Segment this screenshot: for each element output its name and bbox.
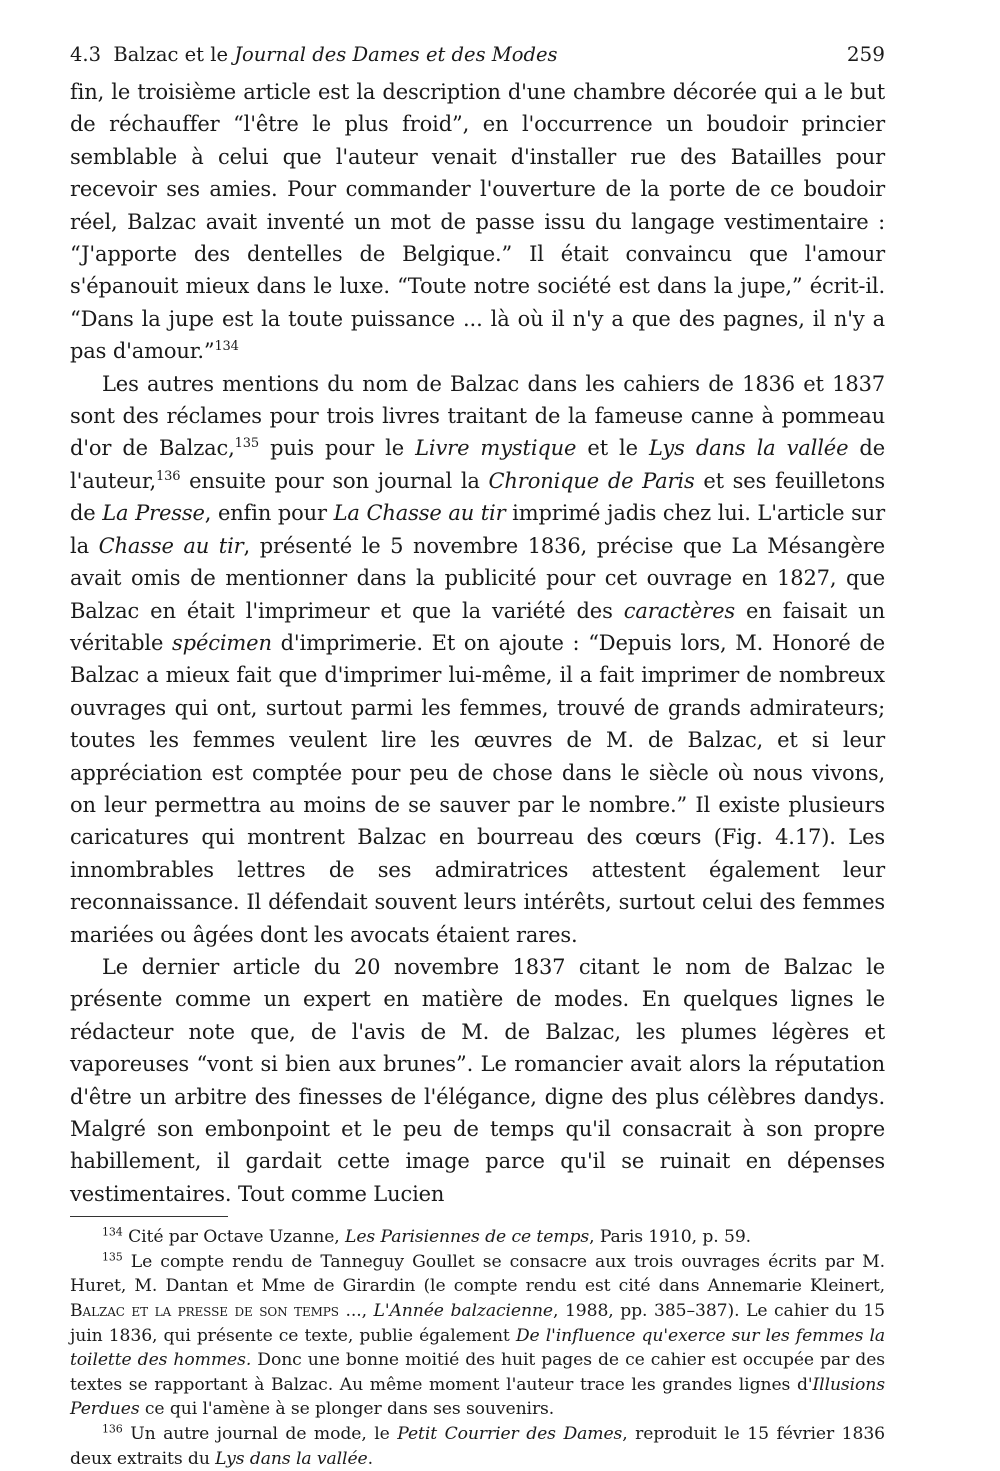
book-page: [70, 42, 885, 1471]
emphasis: spécimen: [172, 630, 272, 655]
running-header: [70, 42, 885, 66]
text-run: d'imprimerie. Et on ajoute : “Depuis lors, M. Honoré de Balzac a mieux fait que d'imprimer lui-même, il a fait imprimer de nombreux ouvrages qui ont, surtout parmi les femmes, trouvé de grands admirateurs; toutes les femmes veulent lire les œuvres de M. de Balzac, et si leur appréciation est comptée pour peu de chose dans le siècle où nous vivons, on leur permettra au moins de se sauver par le nombre.” Il existe plusieurs caricatures qui montrent Balzac en bourreau des cœurs (Fig. 4.17). Les innombrables lettres de ses admiratrices attestent également leur reconnaissance. Il défendait souvent leurs intérêts, surtout celui des femmes mariées ou âgées dont les avocats étaient rares.: [70, 630, 885, 947]
text-run: , reproduit le 15 février 1836 deux extraits du: [70, 1423, 885, 1469]
text-run: Donc une bonne moitié des huit pages de ce cahier est occupée par des textes se rapportant à Balzac. Au même moment l'auteur trace les grandes lignes d': [70, 1350, 885, 1395]
paragraph-1: [70, 76, 885, 368]
text-run: .: [367, 1448, 373, 1469]
footnote-134: [70, 1225, 885, 1250]
text-run: , Paris 1910, p. 59.: [589, 1227, 752, 1248]
journal-title: Chronique de Paris: [488, 468, 695, 493]
article-title: De l'influence qu'exerce sur les femmes la toilette des hommes.: [70, 1325, 885, 1371]
footnote-number: 136: [102, 1422, 123, 1436]
title-prefix: Balzac et le: [113, 43, 235, 66]
text-run: et le: [576, 436, 649, 461]
text-run: Un autre journal de mode, le: [122, 1423, 398, 1444]
book-title: Illusions Perdues: [70, 1374, 885, 1420]
text-run: puis pour le: [259, 436, 416, 461]
book-title: La Chasse au tir: [333, 501, 506, 526]
text-run: imprimé jadis chez lui. L'article sur la: [70, 501, 885, 558]
book-title: Livre mystique: [415, 436, 577, 461]
footnote-divider: [70, 1216, 228, 1217]
text-run: et ses feuilletons de: [70, 468, 885, 526]
footnote-ref-135[interactable]: 135: [234, 436, 260, 452]
text-run: ce qui l'amène à se plonger dans ses souvenirs.: [139, 1399, 555, 1420]
emphasis: caractères: [623, 598, 735, 623]
footnote-number: 134: [102, 1225, 123, 1239]
main-text: [70, 76, 885, 1210]
paragraph-2: [70, 368, 885, 951]
text-run: Le compte rendu de Tanneguy Goullet se consacre aux trois ouvrages écrits par M. Huret, M. Dantan et Mme de Girardin (le compte rendu est cité dans Annemarie Kleinert,: [70, 1251, 885, 1297]
text-run: , enfin pour: [204, 501, 334, 526]
text-run: fin, le troisième article est la description d'une chambre décorée qui a le but de réchauffer “l'être le plus froid”, en l'occurrence un boudoir princier semblable à celui que l'auteur venait d'installer rue des Batailles pour recevoir ses amies. Pour commander l'ouverture de la porte de ce boudoir réel, Balzac avait inventé un mot de passe issu du langage vestimentaire : “J'apporte des dentelles de Belgique.” Il était convaincu que l'amour s'épanouit mieux dans le luxe. “Toute notre société est dans la jupe,” écrit-il. “Dans la jupe est la toute puissance ... là où il n'y a que des pagnes, il n'y a pas d'amour.”: [70, 80, 885, 364]
book-title: Balzac et la presse de son temps: [70, 1301, 339, 1321]
text-run: de l'auteur,: [70, 436, 886, 493]
paragraph-3: [70, 951, 885, 1210]
text-run: en faisait un véritable: [70, 598, 885, 655]
section-number: 4.3: [70, 43, 102, 66]
text-run: ensuite pour son journal la: [180, 468, 489, 493]
footnote-135: [70, 1250, 885, 1422]
journal-title: Journal des Dames et des Modes: [234, 43, 558, 66]
book-title: Lys dans la vallée: [648, 436, 849, 461]
footnote-136: [70, 1422, 885, 1471]
text-run: Le dernier article du 20 novembre 1837 citant le nom de Balzac le présente comme un expert en matière de modes. En quelques lignes le rédacteur note que, de l'avis de M. de Balzac, les plumes légères et vaporeuses “vont si bien aux brunes”. Le romancier avait alors la réputation d'être un arbitre des finesses de l'élégance, digne des plus célèbres dandys. Malgré son embonpoint et le peu de temps qu'il consacrait à son propre habillement, il gardait cette image parce qu'il se ruinait en dépenses vestimentaires. Tout comme Lucien: [70, 954, 885, 1206]
journal-title: La Presse: [102, 501, 205, 526]
journal-title: Petit Courrier des Dames: [397, 1423, 623, 1444]
text-run: , présenté le 5 novembre 1836, précise que La Mésangère avait omis de mentionner dans la publicité pour cet ouvrage en 1827, que Balzac en était l'imprimeur et que la variété des: [70, 533, 885, 623]
footnote-number: 135: [102, 1250, 123, 1264]
running-title: [70, 43, 558, 66]
book-title: Les Parisiennes de ce temps: [345, 1227, 590, 1248]
book-title: Lys dans la vallée: [215, 1448, 368, 1469]
footnotes: [70, 1225, 885, 1471]
footnote-ref-134[interactable]: 134: [214, 339, 239, 355]
text-run: , 1988, pp. 385–387). Le cahier du 15 juin 1836, qui présente ce texte, publie également: [70, 1301, 885, 1346]
page-number: 259: [846, 42, 885, 66]
text-run: Les autres mentions du nom de Balzac dans les cahiers de 1836 et 1837 sont des réclames pour trois livres traitant de la fameuse canne à pommeau d'or de Balzac,: [70, 371, 885, 461]
journal-title: L'Année balzacienne: [373, 1301, 554, 1321]
footnote-ref-136[interactable]: 136: [155, 468, 181, 484]
text-run: ...,: [338, 1301, 374, 1321]
book-title: Chasse au tir: [98, 533, 244, 558]
text-run: Cité par Octave Uzanne,: [122, 1227, 346, 1248]
